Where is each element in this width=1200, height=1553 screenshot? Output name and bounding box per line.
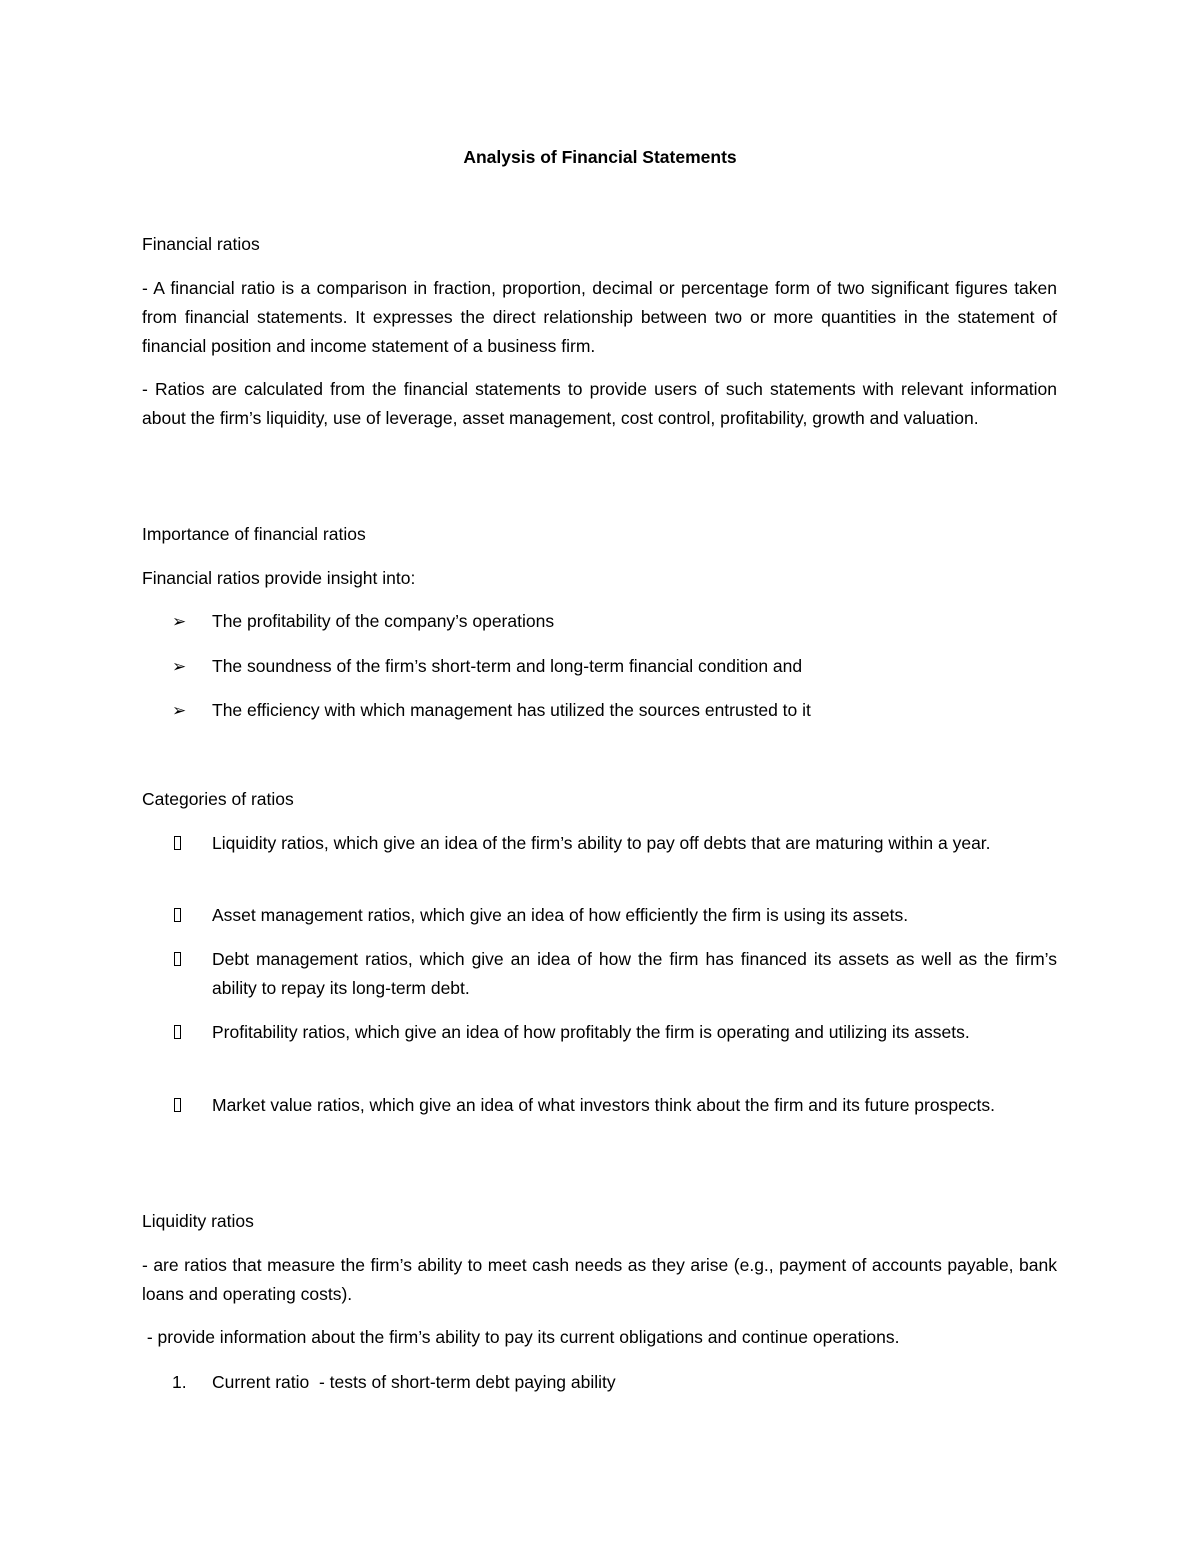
- numbered-list-item: [172, 1368, 1057, 1397]
- categories-heading: Categories of ratios: [142, 789, 294, 809]
- missing-glyph-box-icon: [174, 952, 181, 966]
- arrow-bullet-icon: ➢: [172, 657, 187, 676]
- financial-ratios-heading: Financial ratios: [142, 234, 260, 254]
- list-item: [172, 1018, 1057, 1047]
- liquidity-info-paragraph: - provide information about the firm’s ability to pay its current obligations and continue operations.: [142, 1327, 900, 1347]
- list-item-text: The efficiency with which management has utilized the sources entrusted to it: [212, 700, 811, 720]
- list-item: [172, 1091, 1057, 1120]
- list-item-text: Liquidity ratios, which give an idea of the firm’s ability to pay off debts that are maturing within a year.: [212, 833, 991, 853]
- list-item: [172, 696, 1057, 725]
- list-item: [172, 607, 1057, 636]
- missing-glyph-box-icon: [174, 908, 181, 922]
- arrow-bullet-icon: ➢: [172, 612, 187, 631]
- missing-glyph-box-icon: [174, 836, 181, 850]
- missing-glyph-box-icon: [174, 1025, 181, 1039]
- list-item-text: Debt management ratios, which give an idea of how the firm has financed its assets as well as the firm’s ability to repay its long-term debt.: [212, 949, 1057, 998]
- importance-heading: Importance of financial ratios: [142, 524, 366, 544]
- list-item-text: Current ratio - tests of short-term debt paying ability: [212, 1372, 616, 1392]
- list-item: [172, 652, 1057, 681]
- ratios-calculation-paragraph: - Ratios are calculated from the financial statements to provide users of such statements with relevant information about the firm’s liquidity, use of leverage, asset management, cost control, profitability, growth and valuation.: [142, 379, 1057, 428]
- list-item-text: Market value ratios, which give an idea of what investors think about the firm and its future prospects.: [212, 1095, 996, 1115]
- arrow-bullet-icon: ➢: [172, 701, 187, 720]
- list-item: [172, 945, 1057, 1003]
- missing-glyph-box-icon: [174, 1098, 181, 1112]
- list-item-text: The profitability of the company’s operations: [212, 611, 555, 631]
- list-number: 1.: [172, 1372, 187, 1392]
- list-item-text: Profitability ratios, which give an idea of how profitably the firm is operating and utilizing its assets.: [212, 1022, 970, 1042]
- list-item-text: The soundness of the firm’s short-term and long-term financial condition and: [212, 656, 803, 676]
- liquidity-definition: - are ratios that measure the firm’s ability to meet cash needs as they arise (e.g., payment of accounts payable, bank loans and operating costs).: [142, 1255, 1057, 1304]
- importance-intro: Financial ratios provide insight into:: [142, 568, 416, 588]
- list-item: [172, 901, 1057, 930]
- document-title: Analysis of Financial Statements: [463, 147, 737, 167]
- list-item-text: Asset management ratios, which give an idea of how efficiently the firm is using its assets.: [212, 905, 909, 925]
- list-item: [172, 829, 1057, 858]
- financial-ratio-definition: - A financial ratio is a comparison in fraction, proportion, decimal or percentage form of two significant figures taken from financial statements. It expresses the direct relationship between two or more quantities in the statement of financial position and income statement of a business firm.: [142, 278, 1057, 356]
- liquidity-heading: Liquidity ratios: [142, 1211, 254, 1231]
